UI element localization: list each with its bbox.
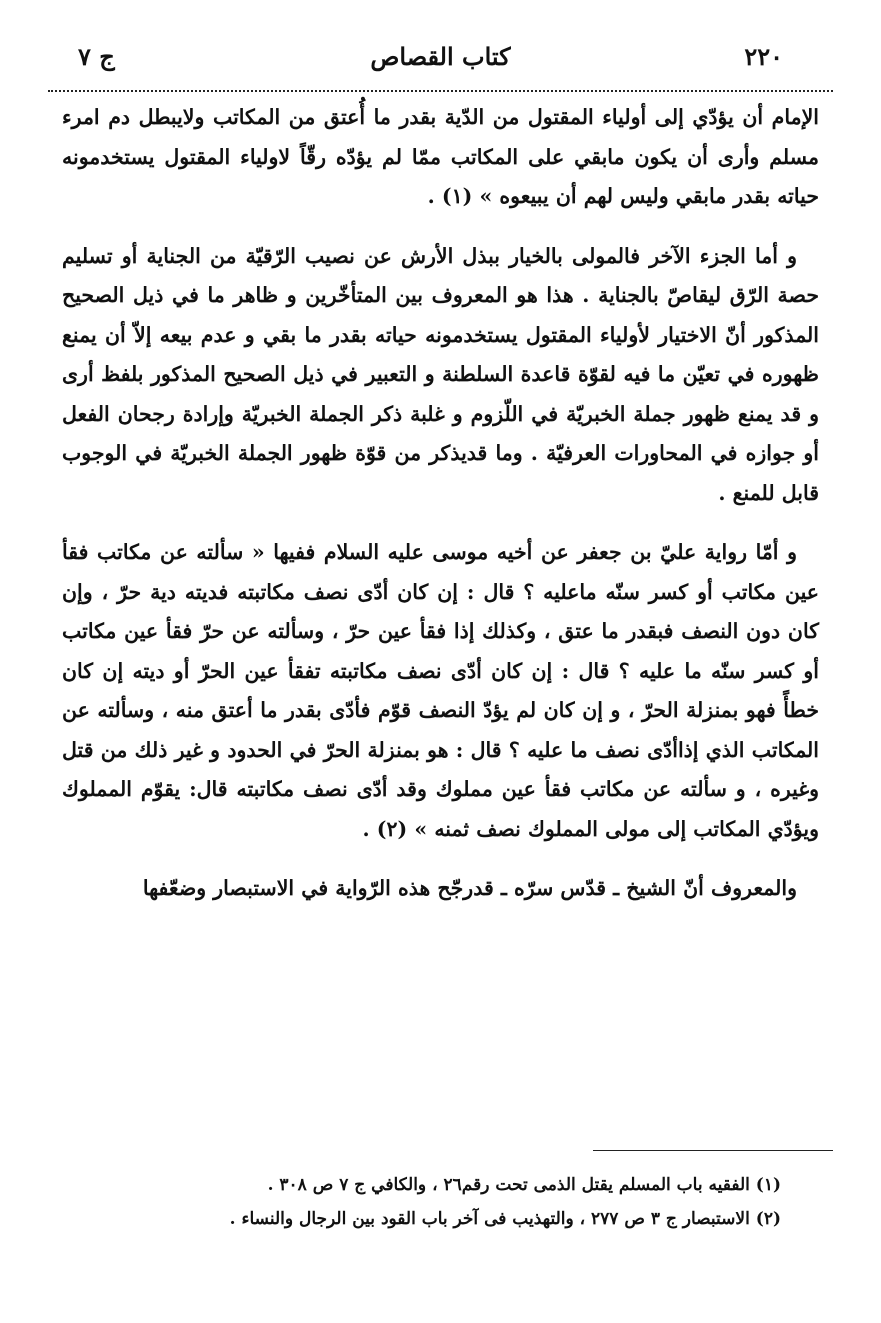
footnote-divider [593,1150,833,1151]
paragraph: و أمّا رواية عليّ بن جعفر عن أخيه موسى عليه السلام ففيها « سألته عن مكاتب فقأ عين مكاتب أو كسر سنّه ماعليه ؟ قال : إن كان أدّى نصف مكاتبته فديته دية حرّ ، وإن كان دون النصف فبقدر ما عتق ، وكذلك إذا فقأ عين حرّ ، وسألته عن حرّ فقأ عين مكاتب أو كسر سنّه ما عليه ؟ قال : إن كان أدّى نصف مكاتبته تفقأ عين الحرّ أو ديته إن كان خطأً فهو بمنزلة الحرّ ، و إن كان لم يؤدّ النصف قوّم فأدّى بقدر ما أعتق منه ، وسألته عن المكاتب الذي إذاأدّى نصف ما عليه ؟ قال : هو بمنزلة الحرّ في الحدود و غير ذلك من قتل وغيره ، و سألته عن مكاتب فقأ عين مملوك وقد أدّى نصف مكاتبته قال: يقوّم المملوك ويؤدّي المكاتب إلى مولى المملوك نصف ثمنه » (٢) . [62,540,819,841]
footnote: (١) الفقيه باب المسلم يقتل الذمى تحت رقم٢٦ ، والكافي ج ٧ ص ٣٠٨ . [267,1175,781,1195]
running-title: كتاب القصاص [370,42,511,71]
footnotes [70,1168,781,1236]
header-divider [48,90,833,92]
main-text [62,98,819,929]
page-number: ٢٢٠ [744,42,783,71]
paragraph: الإمام أن يؤدّي إلى أولياء المقتول من الدّية بقدر ما أُعتق من المكاتب ولايبطل دم امرء مسلم وأرى أن يكون مابقي على المكاتب ممّا لم يؤدّه رقّاً لاولياء المقتول يستخدمونه حياته بقدر مابقي وليس لهم أن يبيعوه » (١) . [62,105,819,208]
paragraph: والمعروف أنّ الشيخ ـ قدّس سرّه ـ قدرجّح هذه الرّواية في الاستبصار وضعّفها [142,876,797,900]
volume-label: ج ٧ [78,42,115,71]
page-header [48,38,833,82]
footnote: (٢) الاستبصار ج ٣ ص ٢٧٧ ، والتهذيب فى آخر باب القود بين الرجال والنساء . [229,1209,781,1229]
paragraph: و أما الجزء الآخر فالمولى بالخيار ببذل الأرش عن نصيب الرّقيّة من الجناية أو تسليم حصة الرّق ليقاصّ بالجناية . هذا هو المعروف بين المتأخّرين و ظاهر ما في ذيل الصحيح المذكور أنّ الاختيار لأولياء المقتول يستخدمونه حياته بقدر ما بقي و عدم بيعه إلاّ أن يمنع ظهوره في تعيّن ما فيه لقوّة قاعدة السلطنة و التعبير في ذيل الصحيح المذكور بلفظ أرى و قد يمنع ظهور جملة الخبريّة في اللّزوم و غلبة ذكر الجملة الخبريّة وإرادة رجحان الفعل أو جوازه في المحاورات العرفيّة . وما قديذكر من قوّة ظهور الجملة الخبريّة في الوجوب قابل للمنع . [62,243,819,505]
